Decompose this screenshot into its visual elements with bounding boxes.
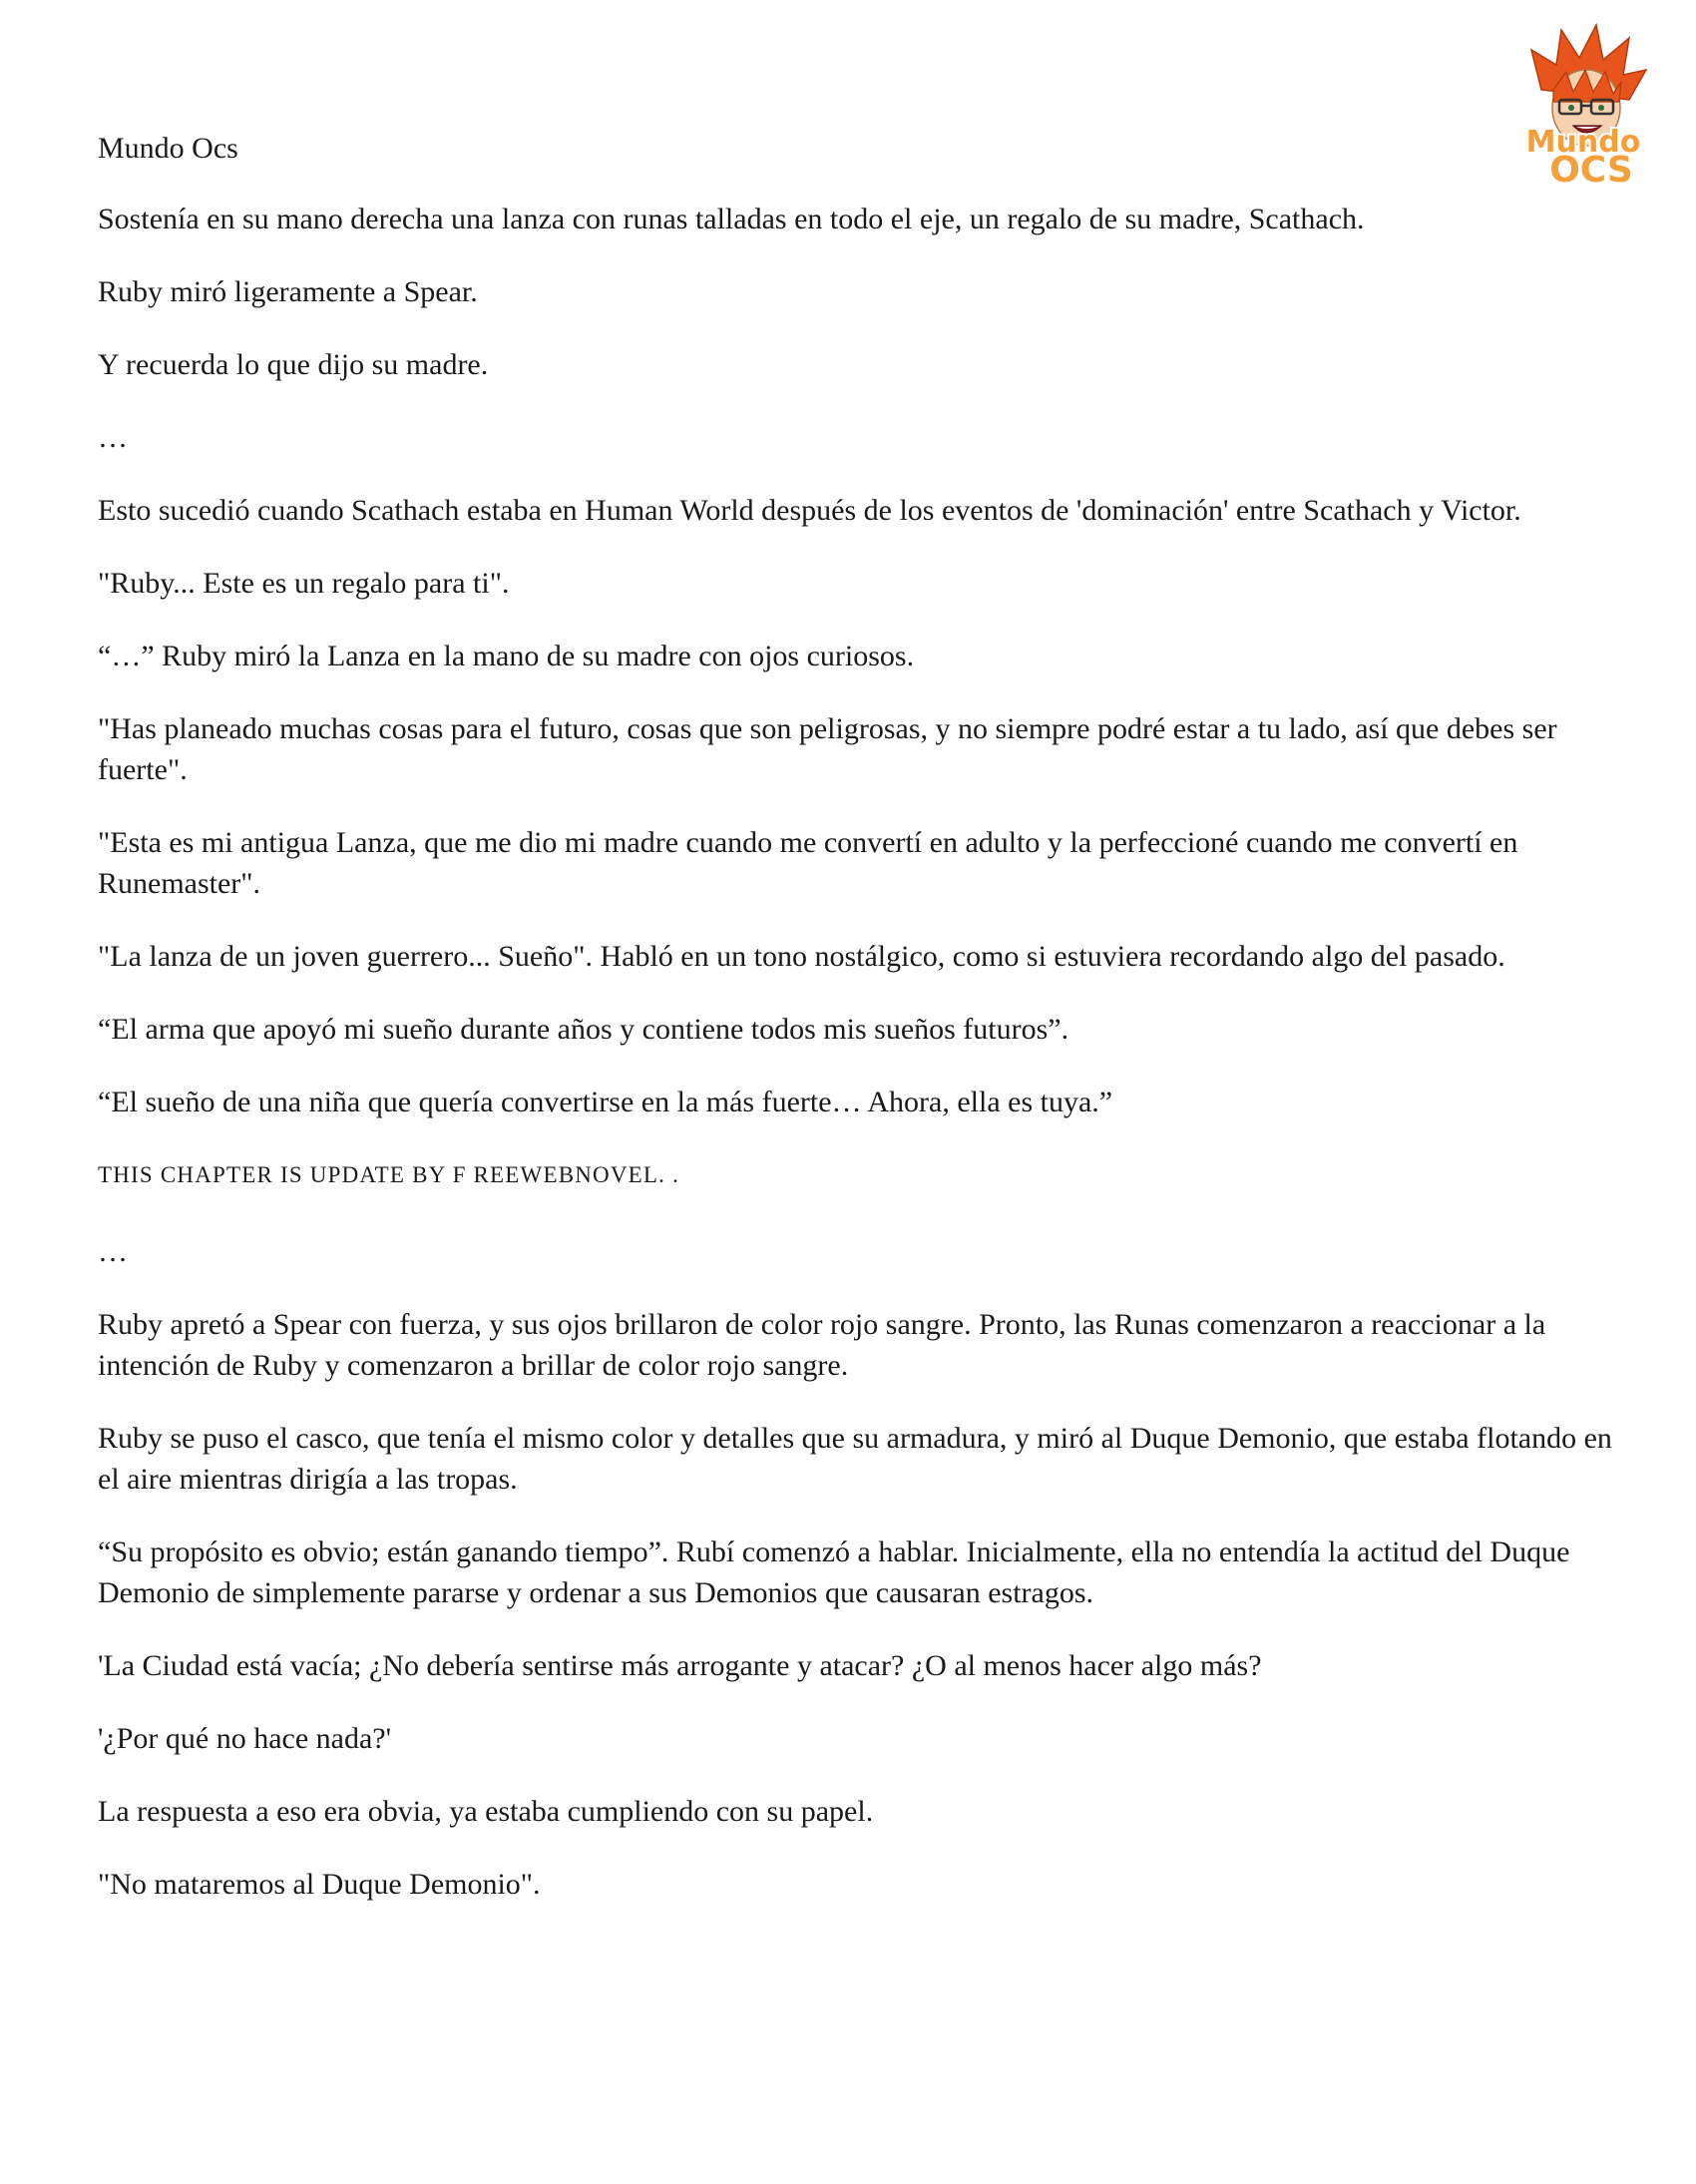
paragraph: 'La Ciudad está vacía; ¿No debería sentirse más arrogante y atacar? ¿O al menos hacer algo más?	[98, 1649, 1262, 1682]
paragraph: “…” Ruby miró la Lanza en la mano de su madre con ojos curiosos.	[98, 640, 915, 672]
paragraph: Y recuerda lo que dijo su madre.	[98, 348, 489, 381]
paragraph: '¿Por qué no hace nada?'	[98, 1722, 392, 1755]
paragraph: “El sueño de una niña que quería convertirse en la más fuerte… Ahora, ella es tuya.”	[98, 1086, 1113, 1118]
paragraph: La respuesta a eso era obvia, ya estaba cumpliendo con su papel.	[98, 1795, 874, 1828]
paragraph: Sostenía en su mano derecha una lanza con runas talladas en todo el eje, un regalo de su madre, Scathach.	[98, 203, 1365, 235]
paragraph: "Ruby... Este es un regalo para ti".	[98, 567, 510, 600]
svg-text:Mundo: Mundo	[1525, 125, 1641, 160]
paragraph: Ruby se puso el casco, que tenía el mismo color y detalles que su armadura, y miró al Duque Demonio, que estaba flotando en el aire mientras dirigía a las tropas.	[98, 1422, 1612, 1496]
paragraph: "La lanza de un joven guerrero... Sueño". Habló en un tono nostálgico, como si estuviera recordando algo del pasado.	[98, 940, 1505, 973]
source-notice: THIS CHAPTER IS UPDATE BY F REEWEBNOVEL. .	[98, 1162, 680, 1187]
paragraph: "No mataremos al Duque Demonio".	[98, 1868, 541, 1901]
svg-text:OCS: OCS	[1549, 150, 1633, 190]
paragraph: Ruby miró ligeramente a Spear.	[98, 275, 478, 308]
document-body	[98, 128, 1634, 1937]
ellipsis-separator: …	[98, 1235, 128, 1268]
paragraph: “El arma que apoyó mi sueño durante años y contiene todos mis sueños futuros”.	[98, 1013, 1069, 1046]
document-title: Mundo Ocs	[98, 132, 238, 165]
paragraph: "Esta es mi antigua Lanza, que me dio mi madre cuando me convertí en adulto y la perfeccioné cuando me convertí en Runemaster".	[98, 826, 1518, 900]
paragraph: “Su propósito es obvio; están ganando tiempo”. Rubí comenzó a hablar. Inicialmente, ella no entendía la actitud del Duque Demonio de simplemente pararse y ordenar a sus Demonios que causaran estragos.	[98, 1535, 1570, 1609]
paragraph: Ruby apretó a Spear con fuerza, y sus ojos brillaron de color rojo sangre. Pronto, las Runas comenzaron a reaccionar a la intención de Ruby y comenzaron a brillar de color rojo sangre.	[98, 1308, 1546, 1382]
ellipsis-separator: …	[98, 421, 128, 454]
paragraph: "Has planeado muchas cosas para el futuro, cosas que son peligrosas, y no siempre podré estar a tu lado, así que debes ser fuerte".	[98, 712, 1557, 786]
paragraph: Esto sucedió cuando Scathach estaba en Human World después de los eventos de 'dominación' entre Scathach y Victor.	[98, 494, 1521, 527]
